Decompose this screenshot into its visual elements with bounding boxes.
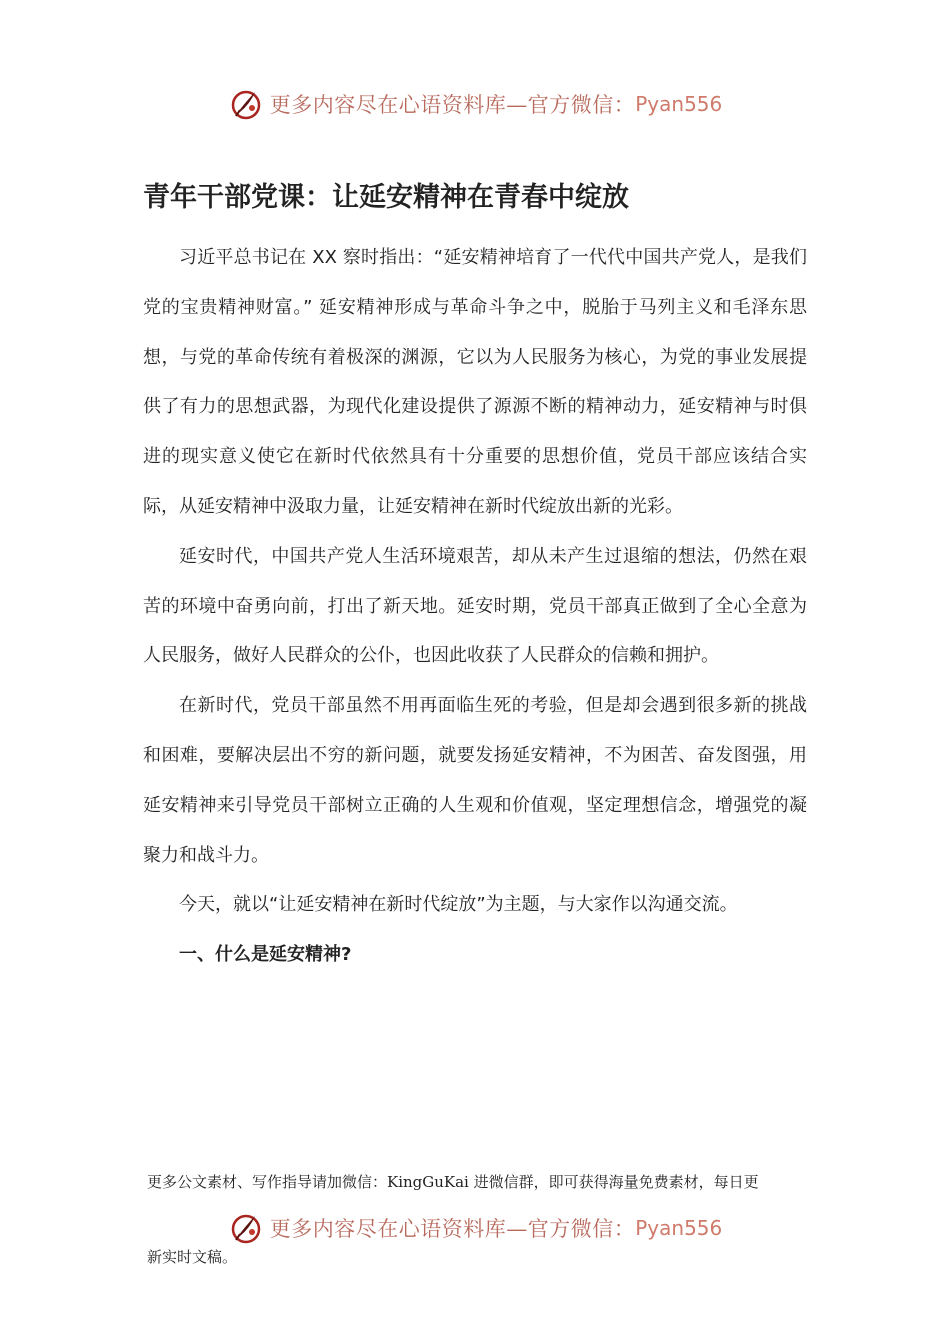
watermark-banner-top [0, 82, 950, 126]
paragraph-2: 延安时代，中国共产党人生活环境艰苦，却从未产生过退缩的想法，仍然在艰苦的环境中奋勇向前，打出了新天地。延安时期，党员干部真正做到了全心全意为人民服务，做好人民群众的公仆，也因此收获了人民群众的信赖和拥护。 [143, 545, 807, 667]
banner-text: 更多内容尽在心语资料库—官方微信： [269, 93, 636, 117]
section-heading: 一、什么是延安精神? [179, 944, 352, 966]
paragraph-4: 今天，就以“让延安精神在新时代绽放”为主题，与大家作以沟通交流。 [179, 894, 738, 916]
footer-note-line-1: 更多公文素材、写作指导请加微信：KingGuKai 进微信群，即可获得海量免费素材，每日更 [147, 1173, 759, 1191]
document-title: 青年干部党课：让延安精神在青春中绽放 [143, 182, 629, 213]
watermark-banner-bottom [0, 1206, 950, 1250]
paragraph-3: 在新时代，党员干部虽然不用再面临生死的考验，但是却会遇到很多新的挑战和困难，要解决层出不穷的新问题，就要发扬延安精神，不为困苦、奋发图强，用延安精神来引导党员干部树立正确的人生观和价值观，坚定理想信念，增强党的凝聚力和战斗力。 [143, 695, 807, 866]
footer-note-line-2: 新实时文稿。 [147, 1248, 238, 1266]
banner-wechat-id: Pyan556 [635, 92, 723, 116]
banner-wechat-id: Pyan556 [635, 1216, 723, 1240]
quill-seal-icon [228, 86, 264, 122]
document-body [143, 233, 807, 980]
banner-text: 更多内容尽在心语资料库—官方微信： [269, 1217, 636, 1241]
paragraph-1: 习近平总书记在 XX 察时指出：“延安精神培育了一代代中国共产党人，是我们党的宝贵精神财富。” 延安精神形成与革命斗争之中，脱胎于马列主义和毛泽东思想，与党的革命传统有着极深的渊源，它以为人民服务为核心，为党的事业发展提供了有力的思想武器，为现代化建设提供了源源不断的精神动力，延安精神与时俱进的现实意义使它在新时代依然具有十分重要的思想价值，党员干部应该结合实际，从延安精神中汲取力量，让延安精神在新时代绽放出新的光彩。 [143, 247, 807, 517]
quill-seal-icon [228, 1210, 264, 1246]
